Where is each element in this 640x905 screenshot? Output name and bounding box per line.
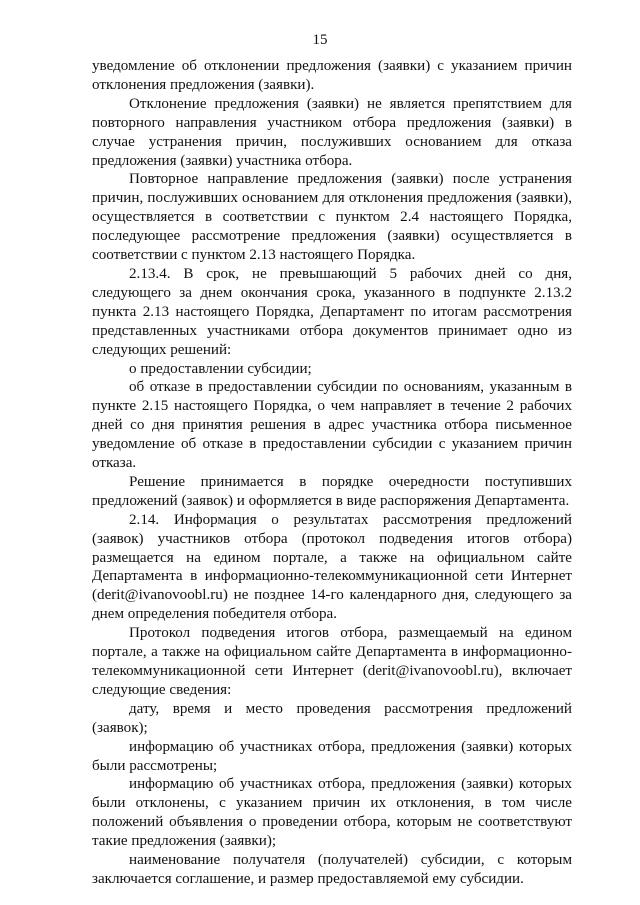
paragraph-3: Повторное направление предложения (заявки) после устранения причин, послуживших основанием для отклонения предложения (заявки), осуществляется в соответствии с пунктом 2.4 настоящего Порядка, последующее рассмотрение предложения (заявки) осуществляется в соответствии с пунктом 2.13 настоящего Порядка. bbox=[92, 171, 572, 264]
paragraph-13: наименование получателя (получателей) субсидии, с которым заключается соглашение, и размер предоставляемой ему субсидии. bbox=[92, 852, 572, 887]
paragraph-5: о предоставлении субсидии; bbox=[129, 360, 312, 377]
paragraph-11: информацию об участниках отбора, предложения (заявки) которых были рассмотрены; bbox=[92, 738, 572, 774]
paragraph-8: 2.14. Информация о результатах рассмотрения предложений (заявок) участников отбора (протокол подведения итогов отбора) размещается на едином портале, а также на официальном сайте Департамента в информационно-телекоммуникационной сети Интернет (derit@ivanovoobl.ru) не позднее 14-го календарного дня, следующего за днем определения победителя отбора. bbox=[92, 511, 572, 623]
paragraph-7: Решение принимается в порядке очередности поступивших предложений (заявок) и оформляется в виде распоряжения Департамента. bbox=[92, 473, 572, 509]
page-number: 15 bbox=[312, 32, 328, 48]
paragraph-10: дату, время и место проведения рассмотрения предложений (заявок); bbox=[92, 700, 572, 736]
paragraph-6: об отказе в предоставлении субсидии по основаниям, указанным в пункте 2.15 настоящего Порядка, о чем направляет в течение 2 рабочих дней со дня принятия решения в адрес участника отбора письменное уведомление об отказе в предоставлении субсидии с указанием причин отказа. bbox=[92, 379, 572, 472]
paragraph-12: информацию об участниках отбора, предложения (заявки) которых были отклонены, с указанием причин их отклонения, в том числе положений объявления о проведении отбора, которым не соответствуют такие предложения (заявки); bbox=[92, 776, 572, 850]
paragraph-2: Отклонение предложения (заявки) не является препятствием для повторного направления участником отбора предложения (заявки) в случае устранения причин, послуживших основанием для отказа предложения (заявки) участника отбора. bbox=[92, 95, 572, 169]
body-text bbox=[92, 57, 572, 889]
paragraph-9: Протокол подведения итогов отбора, размещаемый на едином портале, а также на официальном сайте Департамента в информационно-телекоммуникационной сети Интернет (derit@ivanovoobl.ru), включает следующие сведения: bbox=[92, 625, 572, 698]
paragraph-4: 2.13.4. В срок, не превышающий 5 рабочих дней со дня, следующего за днем окончания срока, указанного в подпункте 2.13.2 пункта 2.13 настоящего Порядка, Департамент по итогам рассмотрения представленных участниками отбора документов принимает одно из следующих решений: bbox=[92, 265, 572, 358]
paragraph-1: уведомление об отклонении предложения (заявки) с указанием причин отклонения предложения (заявки). bbox=[92, 58, 572, 93]
